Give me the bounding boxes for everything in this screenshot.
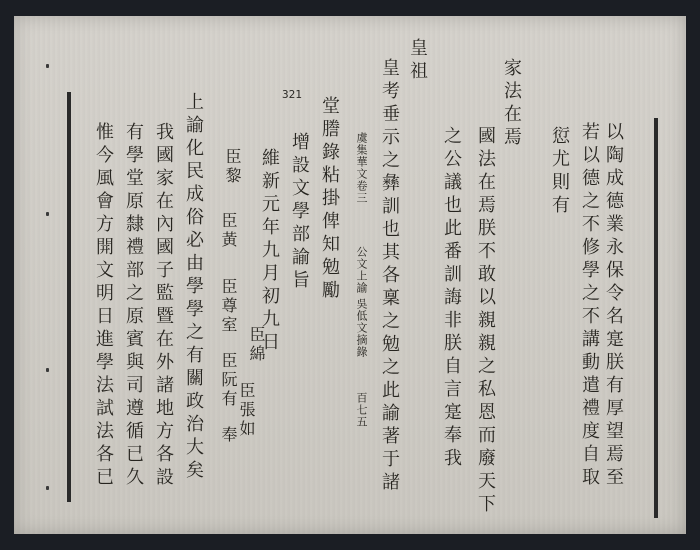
- left-border-line: [67, 92, 71, 502]
- margin-note: 虞集華文卷三: [355, 132, 368, 204]
- text-column: 皇考垂示之彝訓也其各稟之勉之此諭著于諸: [379, 58, 400, 495]
- text-column: 以陶成德業永保令名寔朕有厚望焉至: [603, 122, 624, 490]
- official-name: 臣張如: [237, 382, 256, 439]
- page-number: 321: [282, 88, 302, 101]
- margin-note: 百七五: [355, 392, 368, 428]
- official-name: 奉: [219, 426, 238, 445]
- text-column: 國法在焉朕不敢以親親之私恩而廢天下: [475, 126, 496, 517]
- text-column: 我國家在內國子監暨在外諸地方各設: [153, 122, 174, 490]
- text-column: 之公議也此番訓誨非朕自言寔奉我: [441, 126, 462, 471]
- binding-hole-mark: [46, 212, 49, 216]
- official-name: 臣黎: [223, 148, 242, 186]
- text-column: 維新元年九月初九日: [259, 148, 280, 355]
- text-column: 增設文學部諭旨: [289, 132, 310, 293]
- text-column: 愆尤則有: [549, 126, 570, 218]
- margin-note: 公文上諭: [355, 246, 368, 294]
- paper-sheet: [14, 16, 686, 534]
- official-name: 臣阮有: [219, 352, 238, 409]
- text-column: 皇祖: [407, 38, 428, 84]
- binding-hole-mark: [46, 486, 49, 490]
- text-column: 有學堂原隸禮部之原賓與司遵循已久: [123, 122, 144, 490]
- binding-hole-mark: [46, 368, 49, 372]
- text-column: 上諭化民成俗必由學學之有關政治大矣: [183, 92, 204, 483]
- official-name: 臣尊室: [219, 278, 238, 335]
- text-column: 家法在焉: [501, 58, 522, 150]
- official-name: 臣黃: [219, 212, 238, 250]
- official-name: 臣綿: [247, 326, 266, 364]
- margin-note: 吳低文摘錄: [355, 298, 368, 358]
- text-column: 若以德之不修學之不講動遣禮度自取: [579, 122, 600, 490]
- right-border-line: [654, 118, 658, 518]
- text-column: 堂謄錄粘掛俾知勉勵: [319, 96, 340, 303]
- text-column: 惟今風會方開文明日進學法試法各已: [93, 122, 114, 490]
- binding-hole-mark: [46, 64, 49, 68]
